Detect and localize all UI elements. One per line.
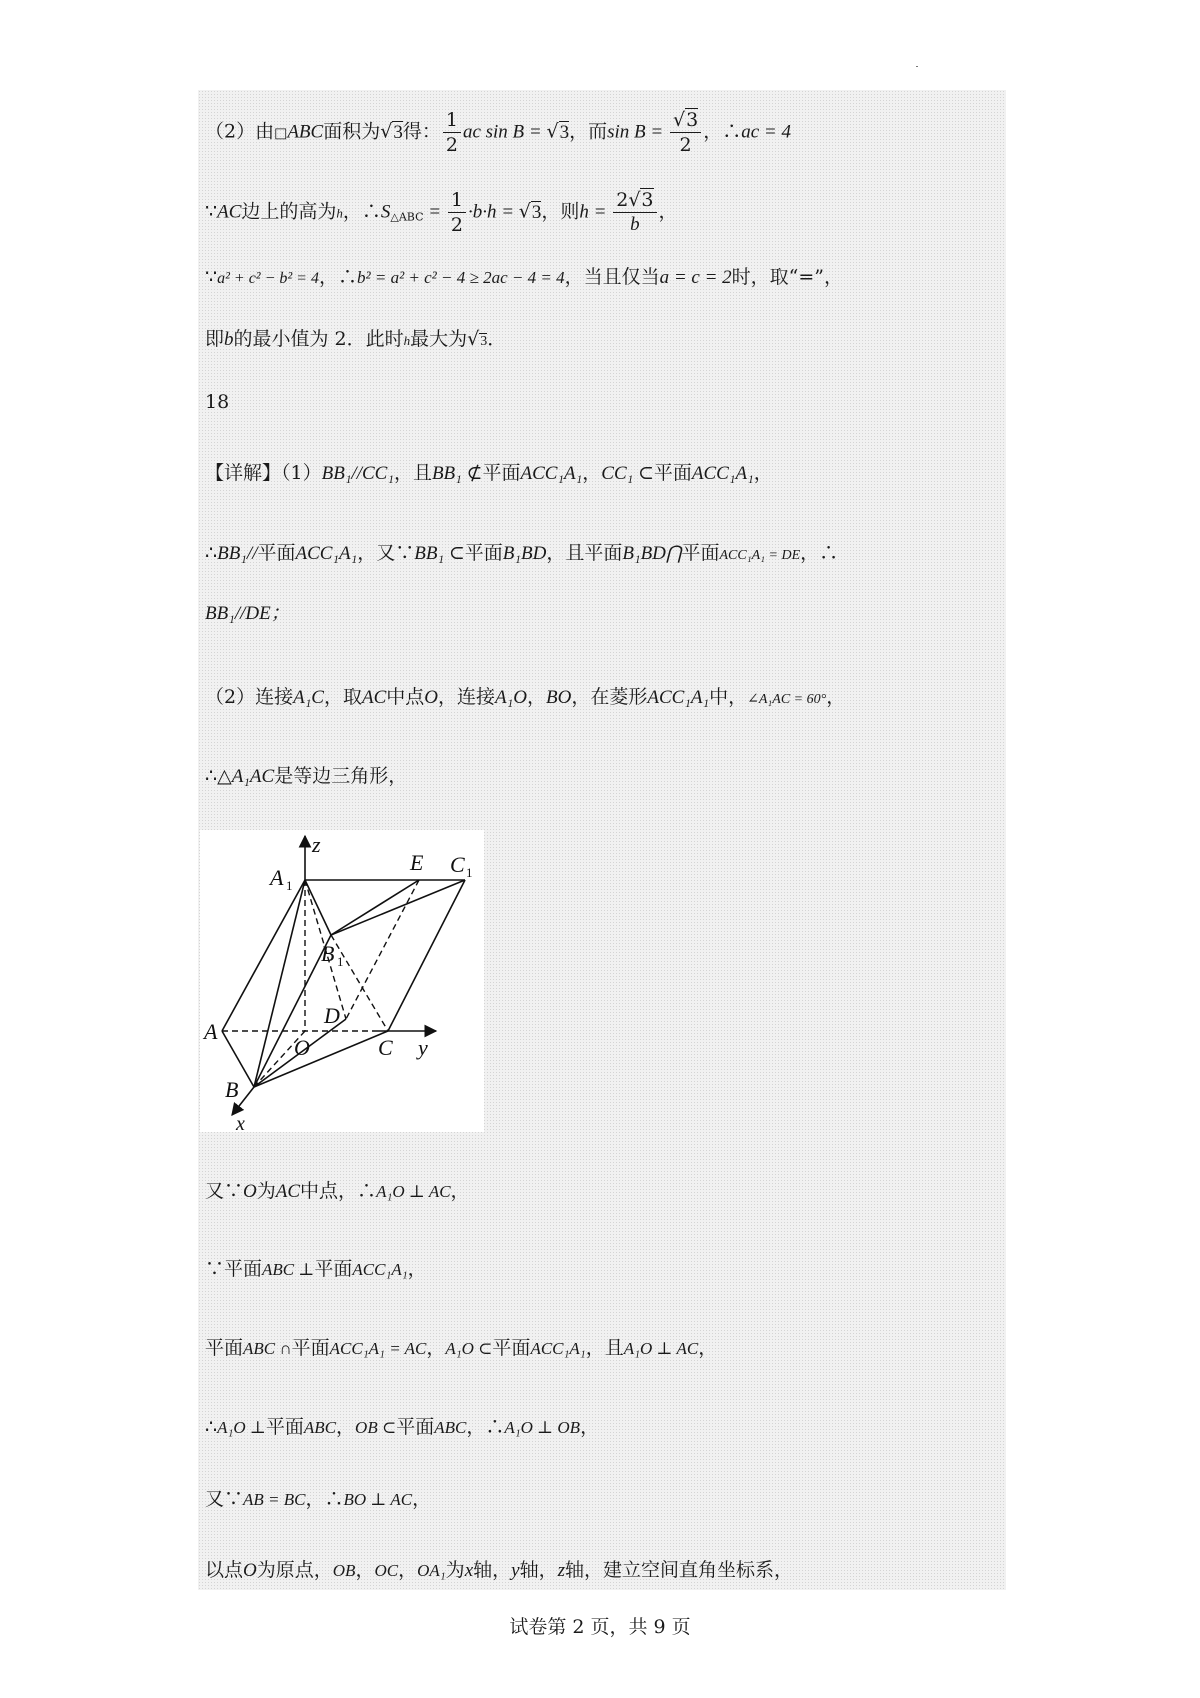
label-O: O (294, 1035, 310, 1060)
prism-figure (200, 830, 484, 1132)
label-C1-sub: 1 (466, 865, 473, 880)
conclusion-line: ∴BB₁//平面ACC₁A₁，又∵BB₁ ⊂平面B₁BD，且平面B₁BD⋂平面ACC₁A₁ = DE，∴ (205, 542, 839, 564)
step-line-2: ∵平面ABC ⊥平面ACC₁A₁， (205, 1258, 427, 1280)
detail-line: 【详解】（1）BB₁//CC₁，且BB₁ ⊄平面ACC₁A₁，CC₁ ⊂平面ACC₁A₁， (205, 462, 773, 484)
label-A: A (204, 1019, 218, 1044)
area-line: （2）由□ABC面积为√3得： $\frac{1}{2}$ ac sin B = √3，而sin B = $\frac{√3}{2}$ ，∴ac = 4 (205, 109, 791, 156)
label-x: x (236, 1113, 245, 1132)
equilateral-line: ∴△A₁AC是等边三角形， (205, 765, 408, 787)
label-z: z (312, 832, 321, 857)
fraction-sqrt3-over-2: $\frac{√3}{2}$ (670, 108, 701, 157)
result-line: BB₁//DE； (205, 603, 290, 624)
label-B1-sub: 1 (337, 954, 344, 969)
label-B1: B (321, 941, 335, 966)
label-C: C (378, 1035, 393, 1060)
step-line-6: 以点O为原点，OB，OC，OA₁为x轴，y轴，z轴，建立空间直角坐标系， (205, 1559, 794, 1581)
step-line-1: 又∵O为AC中点，∴A₁O ⊥ AC， (205, 1180, 470, 1202)
part2-line: （2）连接A₁C，取AC中点O，连接A₁O，BO，在菱形ACC₁A₁中，∠A₁AC = 60°， (205, 686, 846, 708)
label-A1-sub: 1 (286, 878, 293, 893)
question-number: 18 (205, 391, 230, 413)
label-E: E (410, 850, 424, 875)
label-C1: C (450, 852, 465, 877)
height-line: ∵AC边上的高为h，$\therefore S_{\triangle ABC}$ = $\frac{1}{2}$ ·b·h = √3，则h = $\frac{2√3}{b}$ ， (205, 189, 678, 236)
scan-speck (916, 66, 918, 67)
fraction-half-2: $\frac{1}{2}$ (448, 188, 466, 237)
fraction-h: $\frac{2√3}{b}$ (613, 188, 656, 237)
label-B: B (225, 1077, 239, 1102)
fraction-half: $\frac{1}{2}$ (443, 108, 461, 157)
step-line-4: ∴A₁O ⊥平面ABC，OB ⊂平面ABC，∴A₁O ⊥ OB， (205, 1416, 600, 1438)
page-footer: 试卷第 2 页，共 9 页 (509, 1616, 691, 1638)
prism-diagram (200, 830, 484, 1132)
label-D: D (324, 1003, 340, 1028)
label-A1: A (270, 865, 284, 890)
inequality-line: ∵a² + c² − b² = 4，∴b² = a² + c² − 4 ≥ 2ac − 4 = 4，当且仅当a = c = 2时，取“=”， (205, 266, 844, 288)
step-line-5: 又∵AB = BC，∴BO ⊥ AC， (205, 1488, 432, 1510)
step-line-3: 平面ABC ∩平面ACC₁A₁ = AC，A₁O ⊂平面ACC₁A₁，且A₁O ⊥ AC， (205, 1337, 718, 1359)
label-y: y (418, 1035, 428, 1060)
min-value-line: 即b的最小值为 2．此时h最大为√3． (205, 328, 507, 350)
